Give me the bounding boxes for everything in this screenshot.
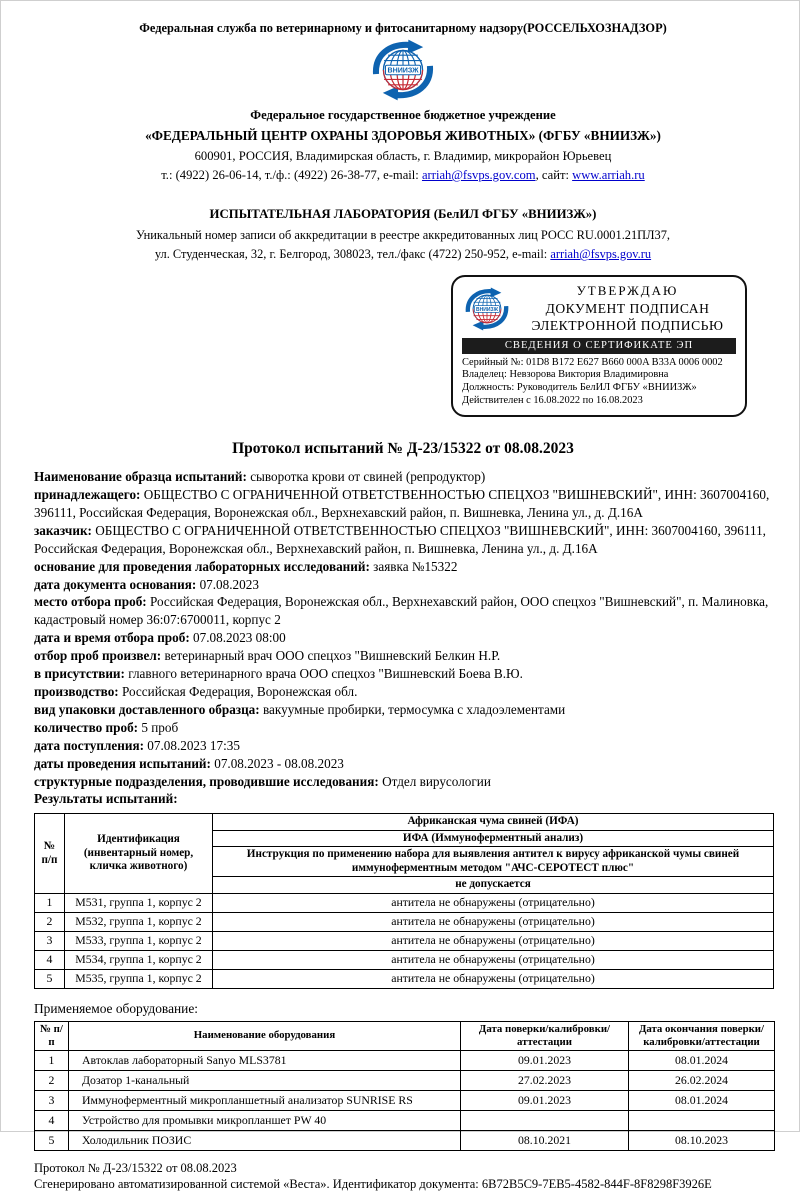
equipment-cell-no: 4 — [35, 1110, 69, 1130]
stamp-signed-line1: ДОКУМЕНТ ПОДПИСАН — [545, 301, 710, 316]
equipment-cell-no: 3 — [35, 1090, 69, 1110]
results-col-no-header: № п/п — [35, 814, 65, 894]
footer-protocol-line: Протокол № Д-23/15322 от 08.08.2023 — [34, 1160, 237, 1175]
stamp-owner-line: Владелец: Невзорова Виктория Владимировна — [462, 369, 669, 381]
org-site-link[interactable]: www.arriah.ru — [572, 168, 645, 182]
field-row — [34, 665, 772, 683]
field-value: 07.08.2023 — [196, 576, 259, 592]
stamp-signed-line2: ЭЛЕКТРОННОЙ ПОДПИСЬЮ — [531, 317, 724, 333]
org-email-link[interactable]: arriah@fsvps.gov.com — [421, 168, 536, 182]
org-type-line: Федеральное государственное бюджетное учреждение — [250, 108, 556, 122]
results-cell-no: 2 — [35, 912, 65, 931]
stamp-certificate-bar: СВЕДЕНИЯ О СЕРТИФИКАТЕ ЭП — [462, 338, 736, 354]
results-heading: Результаты испытаний: — [34, 791, 178, 807]
field-row — [34, 522, 772, 558]
results-table-body — [35, 893, 774, 988]
equipment-cell-date-end: 26.02.2024 — [629, 1070, 775, 1090]
field-row — [34, 701, 772, 719]
lab-email-link[interactable]: arriah@fsvps.gov.ru — [550, 247, 652, 261]
equipment-table-body — [35, 1050, 775, 1150]
field-label: заказчик: — [34, 522, 92, 538]
results-method-header-3: Инструкция по применению набора для выявления антител к вирусу африканской чумы свиней иммуноферментным методом "АЧС-СЕРОТЕСТ плюс" — [213, 847, 774, 877]
field-label: место отбора проб: — [34, 594, 147, 610]
field-value: 5 проб — [138, 719, 179, 735]
equipment-col-name-header: Наименование оборудования — [69, 1021, 461, 1050]
field-value: ОБЩЕСТВО С ОГРАНИЧЕННОЙ ОТВЕТСТВЕННОСТЬЮ СПЕЦХОЗ "ВИШНЕВСКИЙ", ИНН: 3607004160, 396111, Российская Федерация, Воронежская обл., Верхнехавский район, п. Вишневка, Ленина ул., д. Д.16А — [34, 487, 770, 520]
results-cell-no: 3 — [35, 931, 65, 950]
field-row — [34, 593, 772, 629]
field-label: дата поступления: — [34, 737, 144, 753]
results-cell-result: антитела не обнаружены (отрицательно) — [213, 893, 774, 912]
field-label: в присутствии: — [34, 666, 125, 682]
equipment-cell-date-end — [629, 1110, 775, 1130]
field-row — [34, 719, 772, 737]
results-cell-result: антитела не обнаружены (отрицательно) — [213, 931, 774, 950]
lab-address-line — [34, 247, 772, 262]
field-value: Российская Федерация, Воронежская обл., Верхнехавский район, ООО спецхоз "Вишневский", п. Малиновка, кадастровый номер 36:07:6700011, корпус 2 — [34, 594, 769, 628]
equipment-cell-name: Иммуноферментный микропланшетный анализатор SUNRISE RS — [69, 1090, 461, 1110]
field-label: отбор проб произвел: — [34, 648, 162, 664]
results-table — [34, 813, 774, 989]
protocol-title: Протокол испытаний № Д-23/15322 от 08.08.2023 — [232, 440, 574, 458]
document-footer — [34, 1160, 772, 1193]
org-name-line: «ФЕДЕРАЛЬНЫЙ ЦЕНТР ОХРАНЫ ЗДОРОВЬЯ ЖИВОТНЫХ» (ФГБУ «ВНИИЗЖ») — [145, 128, 661, 143]
results-cell-no: 5 — [35, 969, 65, 988]
results-row — [35, 893, 774, 912]
field-row — [34, 468, 772, 486]
field-value: заявка №15322 — [369, 558, 458, 574]
results-cell-no: 4 — [35, 950, 65, 969]
equipment-cell-name: Автоклав лабораторный Sanyo MLS3781 — [69, 1050, 461, 1070]
results-cell-id: М532, группа 1, корпус 2 — [65, 912, 213, 931]
equipment-table — [34, 1021, 775, 1151]
results-cell-id: М535, группа 1, корпус 2 — [65, 969, 213, 988]
results-cell-id: М533, группа 1, корпус 2 — [65, 931, 213, 950]
electronic-signature-stamp — [451, 275, 747, 417]
equipment-cell-no: 5 — [35, 1130, 69, 1150]
results-row — [35, 912, 774, 931]
equipment-cell-no: 2 — [35, 1070, 69, 1090]
results-cell-result: антитела не обнаружены (отрицательно) — [213, 912, 774, 931]
equipment-col-date-header: Дата поверки/калибровки/аттестации — [461, 1021, 629, 1050]
field-value: ветеринарный врач ООО спецхоз "Вишневский Белкин Н.Р. — [161, 648, 501, 664]
equipment-cell-date: 09.01.2023 — [461, 1090, 629, 1110]
org-phone-text: т.: (4922) 26-06-14, т./ф.: (4922) 26-38-77, e-mail: — [161, 168, 422, 182]
field-label: производство: — [34, 684, 119, 699]
stamp-approve-label: УТВЕРЖДАЮ — [576, 283, 679, 298]
results-cell-id: М531, группа 1, корпус 2 — [65, 893, 213, 912]
field-label: основание для проведения лабораторных исследований: — [34, 558, 370, 574]
lab-title-line: ИСПЫТАТЕЛЬНАЯ ЛАБОРАТОРИЯ (БелИЛ ФГБУ «ВНИИЗЖ») — [209, 207, 597, 221]
field-label: принадлежащего: — [34, 487, 141, 503]
field-value: 07.08.2023 08:00 — [189, 630, 286, 646]
results-row — [35, 931, 774, 950]
agency-header: Федеральная служба по ветеринарному и фитосанитарному надзору(РОССЕЛЬХОЗНАДЗОР) — [139, 21, 667, 35]
results-cell-result: антитела не обнаружены (отрицательно) — [213, 969, 774, 988]
equipment-cell-date-end: 08.01.2024 — [629, 1090, 775, 1110]
results-method-header-1: Африканская чума свиней (ИФА) — [213, 814, 774, 831]
equipment-cell-date-end: 08.10.2023 — [629, 1130, 775, 1150]
lab-accreditation-line: Уникальный номер записи об аккредитации в реестре аккредитованных лиц РОСС RU.0001.21ПЛ37, — [135, 228, 671, 242]
results-row — [35, 969, 774, 988]
equipment-cell-date: 08.10.2021 — [461, 1130, 629, 1150]
equipment-cell-date — [461, 1110, 629, 1130]
equipment-row — [35, 1050, 775, 1070]
field-value: Российская Федерация, Воронежская обл. — [118, 684, 358, 699]
field-value: главного ветеринарного врача ООО спецхоз "Вишневский Боева В.Ю. — [124, 666, 523, 682]
stamp-serial-line: Серийный №: 01D8 B172 E627 B660 000A B33A 0006 0002 — [462, 356, 723, 368]
stamp-position-line: Должность: Руководитель БелИЛ ФГБУ «ВНИИЗЖ» — [462, 382, 697, 394]
results-cell-no: 1 — [35, 893, 65, 912]
field-label: структурные подразделения, проводившие исследования: — [34, 773, 379, 789]
org-site-label: , сайт: — [535, 168, 573, 182]
field-row — [34, 629, 772, 647]
equipment-cell-name: Устройство для промывки микропланшет PW 40 — [69, 1110, 461, 1130]
equipment-row — [35, 1110, 775, 1130]
field-label: Наименование образца испытаний: — [34, 469, 247, 485]
org-address-line: 600901, РОССИЯ, Владимирская область, г. Владимир, микрорайон Юрьевец — [194, 149, 612, 163]
stamp-vniizh-logo-icon — [462, 287, 512, 331]
field-label: количество проб: — [34, 719, 139, 735]
field-row — [34, 647, 772, 665]
results-col-id-header: Идентификация (инвентарный номер, кличка животного) — [65, 814, 213, 894]
field-value: вакуумные пробирки, термосумка с хладоэлементами — [259, 701, 566, 717]
results-row — [35, 950, 774, 969]
equipment-cell-date-end: 08.01.2024 — [629, 1050, 775, 1070]
equipment-cell-no: 1 — [35, 1050, 69, 1070]
field-row — [34, 576, 772, 594]
field-row — [34, 683, 772, 701]
field-row — [34, 737, 772, 755]
results-method-header-4: не допускается — [213, 877, 774, 894]
stamp-validity-line: Действителен с 16.08.2022 по 16.08.2023 — [462, 395, 643, 407]
equipment-row — [35, 1090, 775, 1110]
results-cell-result: антитела не обнаружены (отрицательно) — [213, 950, 774, 969]
field-row — [34, 773, 772, 791]
vniizh-logo-icon — [360, 39, 446, 101]
equipment-heading: Применяемое оборудование: — [34, 1000, 199, 1016]
equipment-col-date-end-header: Дата окончания поверки/калибровки/аттестации — [629, 1021, 775, 1050]
equipment-row — [35, 1130, 775, 1150]
field-label: дата и время отбора проб: — [34, 630, 190, 646]
lab-address-text: ул. Студенческая, 32, г. Белгород, 308023, тел./факс (4722) 250-952, e-mail: — [154, 247, 551, 261]
field-value: ОБЩЕСТВО С ОГРАНИЧЕННОЙ ОТВЕТСТВЕННОСТЬЮ СПЕЦХОЗ "ВИШНЕВСКИЙ", ИНН: 3607004160, 396111, Российская Федерация, Воронежская обл., Верхнехавский район, п. Вишневка, Ленина ул., д. Д.16А — [34, 522, 766, 556]
field-value: 07.08.2023 17:35 — [143, 737, 240, 753]
equipment-cell-date: 27.02.2023 — [461, 1070, 629, 1090]
field-label: даты проведения испытаний: — [34, 755, 211, 771]
equipment-cell-date: 09.01.2023 — [461, 1050, 629, 1070]
equipment-cell-name: Холодильник ПОЗИС — [69, 1130, 461, 1150]
field-label: вид упаковки доставленного образца: — [34, 701, 260, 717]
field-row — [34, 558, 772, 576]
equipment-cell-name: Дозатор 1-канальный — [69, 1070, 461, 1090]
field-row — [34, 486, 772, 522]
field-row — [34, 755, 772, 773]
field-label: дата документа основания: — [34, 576, 197, 592]
footer-generated-line: Сгенерировано автоматизированной системой «Веста». Идентификатор документа: 6B72B5C9-7EB5-4582-844F-8F8298F3926E — [34, 1177, 712, 1192]
org-contacts-line — [34, 168, 772, 183]
results-cell-id: М534, группа 1, корпус 2 — [65, 950, 213, 969]
fields-block — [34, 468, 772, 790]
field-value: сыворотка крови от свиней (репродуктор) — [246, 469, 486, 485]
results-method-header-2: ИФА (Иммуноферментный анализ) — [213, 830, 774, 847]
field-value: 07.08.2023 - 08.08.2023 — [210, 755, 344, 771]
field-value: Отдел вирусологии — [378, 773, 491, 789]
equipment-col-no-header: № п/п — [35, 1021, 69, 1050]
equipment-row — [35, 1070, 775, 1090]
